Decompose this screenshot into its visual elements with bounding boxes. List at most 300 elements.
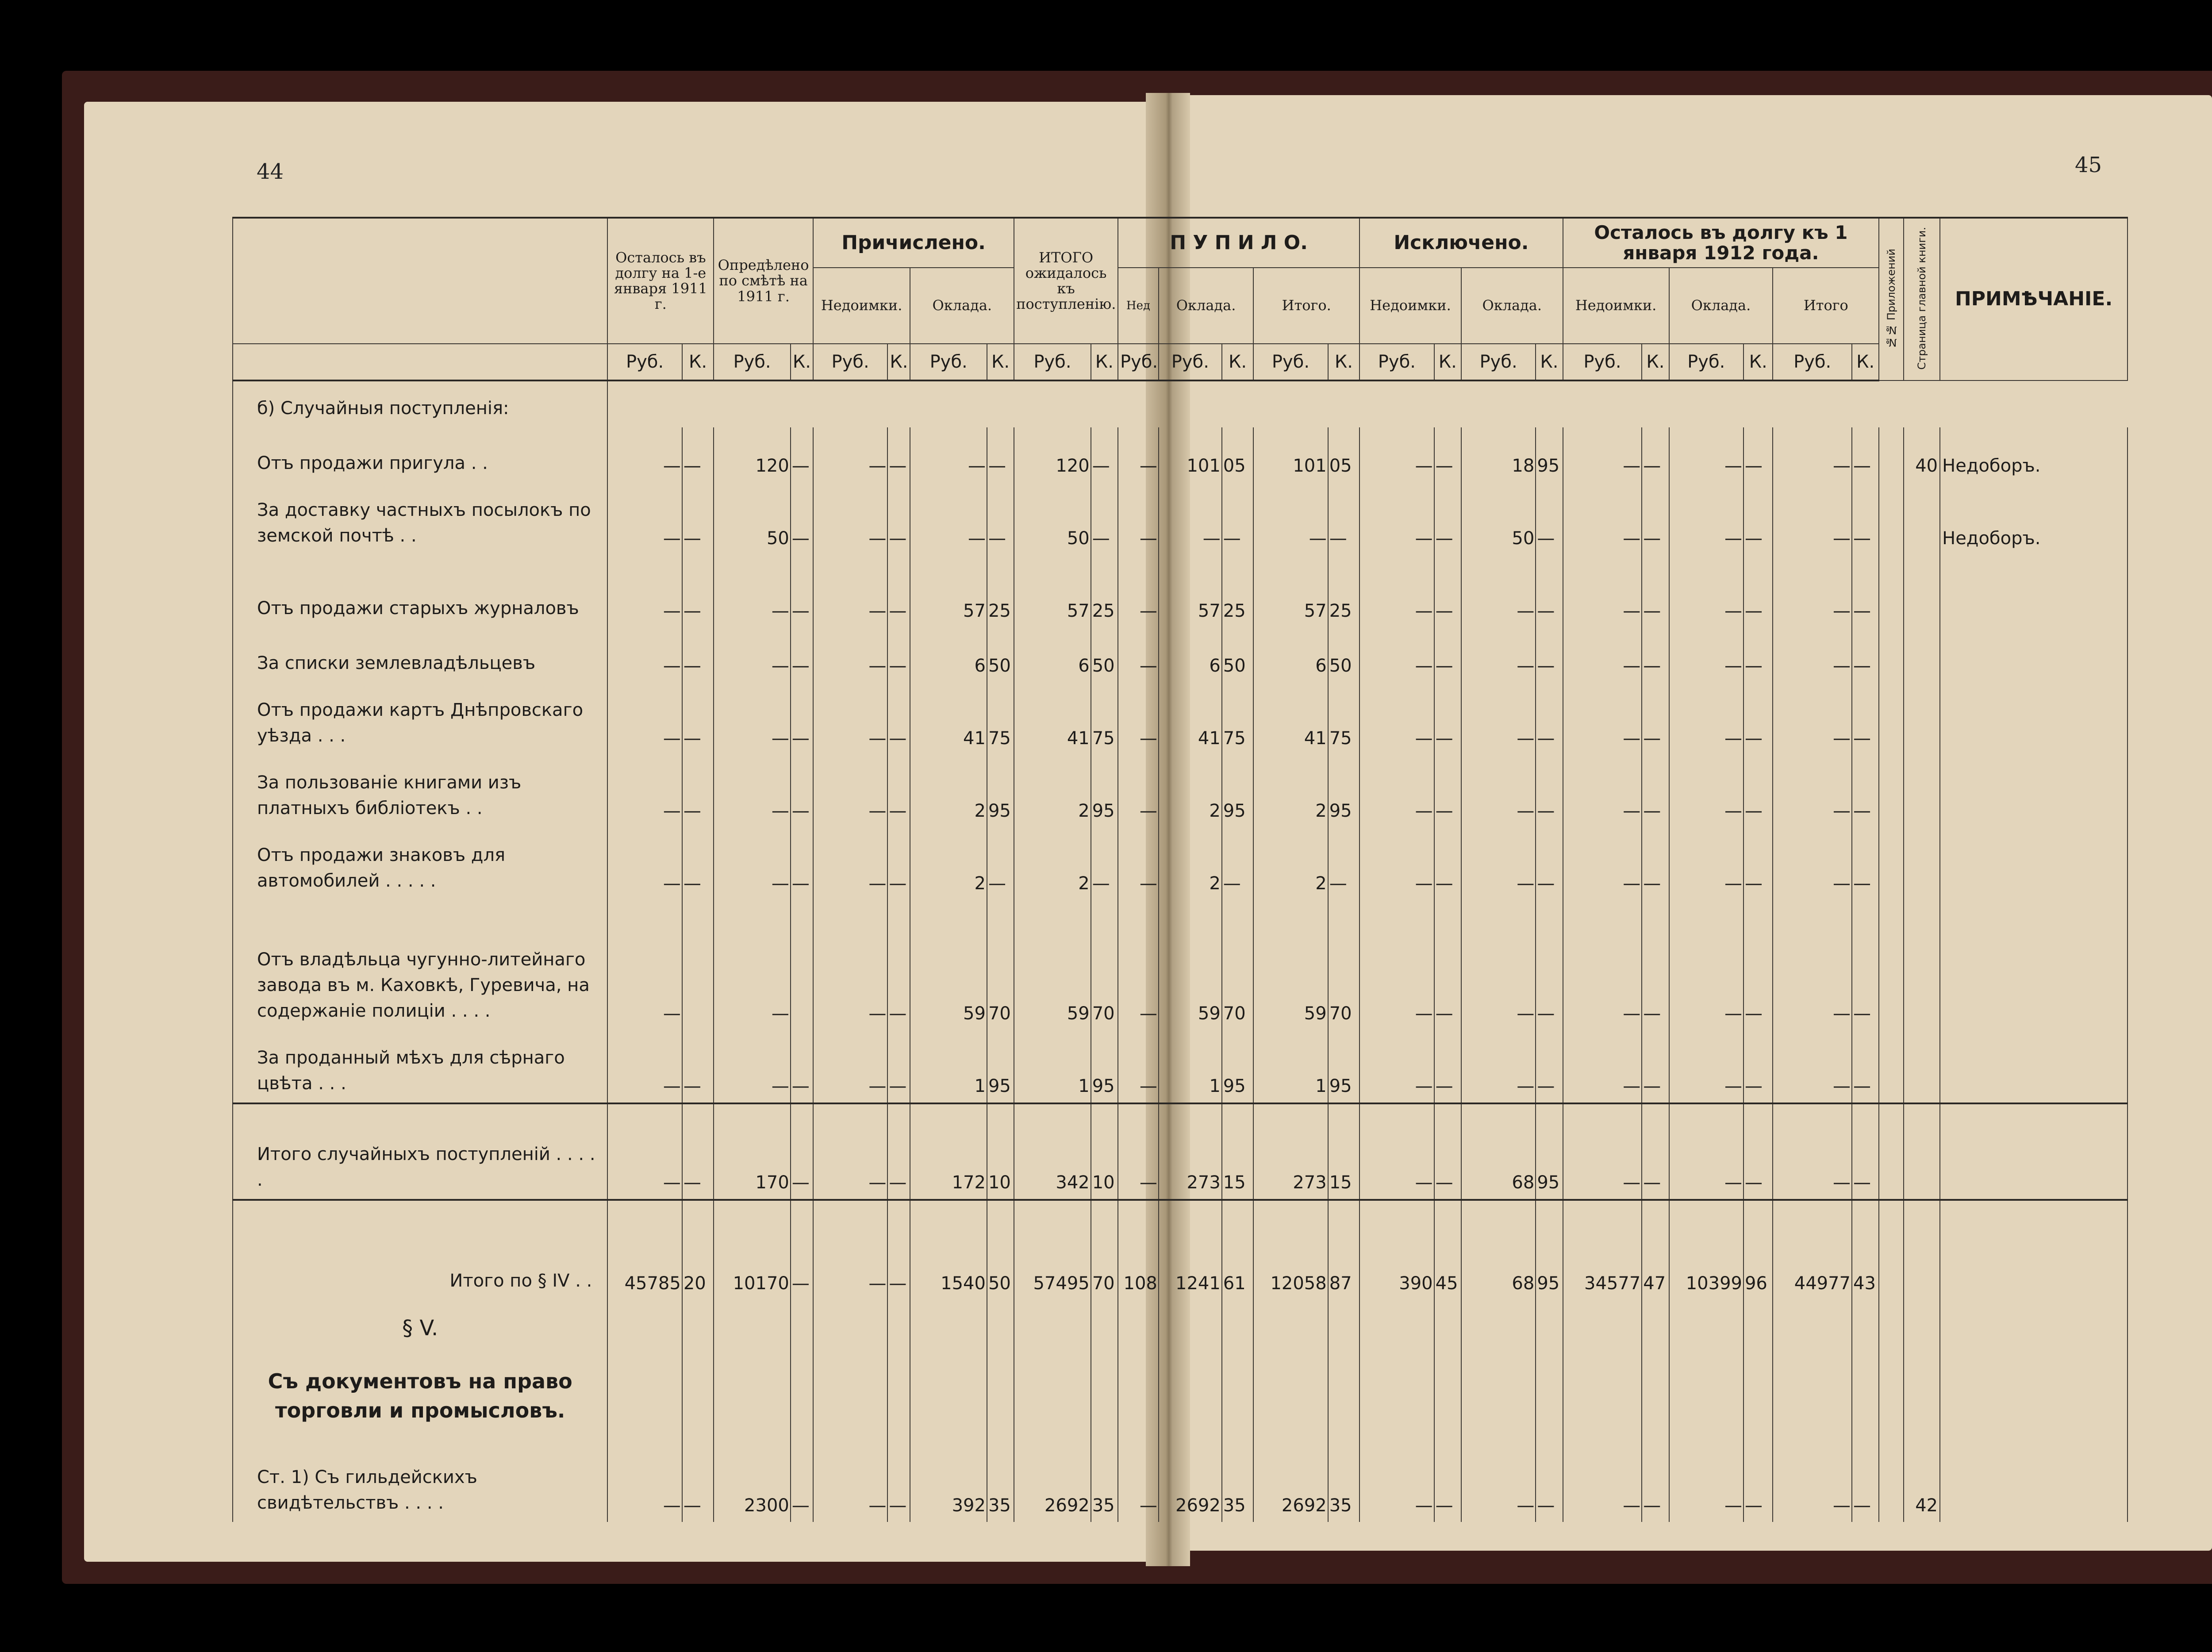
cell-kop: 70 — [987, 900, 1014, 1030]
header-ostalos-itogo: Итого — [1773, 268, 1879, 344]
cell-kop: — — [1642, 900, 1669, 1030]
unit-kop: К. — [1328, 344, 1359, 380]
cell-kop: 70 — [1222, 900, 1253, 1030]
cell-rub: 50 — [714, 482, 791, 555]
blank-cell — [1773, 1350, 1852, 1432]
cell-kop: — — [791, 1103, 813, 1200]
cell-rub: — — [1563, 1432, 1642, 1522]
cell-kop: — — [682, 627, 714, 682]
cell-kop: — — [1434, 1103, 1461, 1200]
cell-rub: — — [1461, 1030, 1536, 1103]
cell-kop: — — [1852, 482, 1879, 555]
cell-rub: 390 — [1359, 1200, 1434, 1300]
cell-rub: — — [813, 682, 887, 755]
cell-kop: 05 — [1328, 427, 1359, 482]
row-label: Итого по § IV . . — [233, 1200, 607, 1300]
cell-rub: — — [1118, 755, 1159, 827]
cell-page — [1904, 1030, 1940, 1103]
cell-rub: 2 — [1014, 827, 1091, 900]
header-oklada: Оклада. — [910, 268, 1014, 344]
blank-cell — [1118, 1350, 1159, 1432]
cell-rub: 10399 — [1669, 1200, 1743, 1300]
cell-kop: — — [682, 827, 714, 900]
blank-cell — [714, 1300, 791, 1350]
cell-rub: 6 — [1253, 627, 1328, 682]
cell-kop: — — [1091, 482, 1118, 555]
cell-rub: — — [1118, 555, 1159, 627]
blank-cell — [682, 1350, 714, 1432]
left-page-number: 44 — [257, 159, 284, 184]
blank-cell — [714, 1350, 791, 1432]
header-stranica: Страница главной книги. — [1904, 218, 1940, 380]
cell-prilozhenie — [1879, 555, 1904, 627]
header-postupilo-itogo: Итого. — [1253, 268, 1359, 344]
blank-cell — [887, 1350, 910, 1432]
cell-rub: — — [1461, 682, 1536, 755]
cell-kop: — — [1434, 755, 1461, 827]
blank-cell — [1091, 1300, 1118, 1350]
cell-rub: — — [714, 682, 791, 755]
cell-kop: — — [1852, 755, 1879, 827]
cell-kop: 95 — [1328, 1030, 1359, 1103]
cell-page — [1904, 555, 1940, 627]
header-isklyucheno-nedoimki: Недоимки. — [1359, 268, 1461, 344]
cell-kop: — — [1222, 482, 1253, 555]
cell-prilozhenie — [1879, 482, 1904, 555]
cell-kop: — — [682, 1103, 714, 1200]
cell-kop: — — [682, 682, 714, 755]
cell-kop: — — [791, 1432, 813, 1522]
cell-note — [1940, 627, 2128, 682]
cell-kop: 95 — [1222, 1030, 1253, 1103]
cell-rub: 57 — [1014, 555, 1091, 627]
cell-rub: — — [1669, 1030, 1743, 1103]
cell-rub: 2692 — [1159, 1432, 1222, 1522]
cell-note — [1940, 1200, 2128, 1300]
blank-cell — [1904, 1350, 1940, 1432]
cell-kop: — — [791, 755, 813, 827]
cell-rub: — — [1773, 1432, 1852, 1522]
cell-kop: — — [1091, 827, 1118, 900]
header-isklyucheno-oklada: Оклада. — [1461, 268, 1563, 344]
cell-kop: — — [1743, 427, 1773, 482]
cell-kop: — — [1434, 627, 1461, 682]
right-page-number: 45 — [2075, 153, 2102, 177]
blank-cell — [1118, 1300, 1159, 1350]
cell-kop: — — [1434, 482, 1461, 555]
cell-rub: — — [607, 427, 682, 482]
cell-kop: — — [791, 682, 813, 755]
blank-cell — [887, 1300, 910, 1350]
cell-rub: 6 — [910, 627, 987, 682]
cell-note — [1940, 827, 2128, 900]
cell-kop: — — [682, 1030, 714, 1103]
cell-rub: — — [1461, 627, 1536, 682]
blank-cell — [1461, 1300, 1536, 1350]
cell-rub: — — [607, 682, 682, 755]
cell-rub: — — [1669, 1103, 1743, 1200]
cell-kop: — — [791, 1200, 813, 1300]
cell-kop: — — [1852, 827, 1879, 900]
header-nedo-short: Нед — [1118, 268, 1159, 344]
cell-rub: — — [910, 482, 987, 555]
cell-rub: — — [1118, 427, 1159, 482]
cell-rub: — — [1773, 427, 1852, 482]
cell-rub: 172 — [910, 1103, 987, 1200]
cell-rub: — — [1118, 627, 1159, 682]
blank-cell — [813, 1300, 887, 1350]
cell-rub: 12058 — [1253, 1200, 1328, 1300]
cell-kop: — — [1536, 555, 1563, 627]
cell-kop: — — [1434, 900, 1461, 1030]
cell-rub: 45785 — [607, 1200, 682, 1300]
cell-kop: 50 — [987, 627, 1014, 682]
cell-kop: 75 — [1222, 682, 1253, 755]
cell-rub: 2 — [1253, 755, 1328, 827]
cell-rub: — — [1563, 555, 1642, 627]
cell-kop: 95 — [1536, 1200, 1563, 1300]
cell-rub: — — [1359, 900, 1434, 1030]
cell-kop: 95 — [1536, 427, 1563, 482]
cell-rub: — — [1563, 1103, 1642, 1200]
cell-rub: — — [1563, 627, 1642, 682]
cell-rub: 2692 — [1014, 1432, 1091, 1522]
cell-rub: — — [1563, 1030, 1642, 1103]
cell-kop: — — [1434, 827, 1461, 900]
blank-cell — [607, 1300, 682, 1350]
cell-rub: — — [1669, 682, 1743, 755]
cell-prilozhenie — [1879, 755, 1904, 827]
cell-kop: — — [1743, 900, 1773, 1030]
cell-kop: — — [1642, 755, 1669, 827]
cell-rub: 1540 — [910, 1200, 987, 1300]
cell-kop: — — [1852, 682, 1879, 755]
blank-cell — [682, 1300, 714, 1350]
cell-kop: — — [1536, 755, 1563, 827]
header-nn-prilozheniy: №№ Приложений — [1879, 218, 1904, 380]
label-header-blank — [233, 218, 607, 344]
cell-kop: — — [1328, 482, 1359, 555]
cell-kop: — — [1091, 427, 1118, 482]
cell-page — [1904, 900, 1940, 1030]
cell-rub: 68 — [1461, 1103, 1536, 1200]
cell-rub: — — [1773, 555, 1852, 627]
section-title: б) Случайныя поступленія: — [233, 380, 607, 427]
cell-page — [1904, 1200, 1940, 1300]
cell-rub: — — [607, 1103, 682, 1200]
cell-rub: — — [607, 1030, 682, 1103]
cell-kop: — — [791, 555, 813, 627]
cell-kop: — — [887, 755, 910, 827]
cell-rub: — — [1773, 627, 1852, 682]
cell-rub: — — [1563, 900, 1642, 1030]
cell-page — [1904, 827, 1940, 900]
cell-rub: 2 — [1014, 755, 1091, 827]
cell-kop — [791, 900, 813, 1030]
cell-kop: — — [1642, 427, 1669, 482]
unit-rub: Руб. — [1118, 344, 1159, 380]
cell-rub: 2692 — [1253, 1432, 1328, 1522]
cell-kop: — — [1743, 482, 1773, 555]
cell-rub: — — [1773, 827, 1852, 900]
blank-cell — [1563, 1300, 1642, 1350]
cell-rub: 342 — [1014, 1103, 1091, 1200]
cell-rub: 59 — [910, 900, 987, 1030]
cell-kop: — — [1743, 1103, 1773, 1200]
blank-cell — [1328, 1300, 1359, 1350]
cell-kop: 50 — [1222, 627, 1253, 682]
cell-kop: — — [1642, 827, 1669, 900]
cell-prilozhenie — [1879, 900, 1904, 1030]
cell-rub: — — [1563, 755, 1642, 827]
cell-kop: — — [1852, 627, 1879, 682]
cell-kop: — — [1536, 900, 1563, 1030]
cell-kop: 95 — [987, 1030, 1014, 1103]
blank-cell — [791, 1300, 813, 1350]
cell-kop: — — [1434, 555, 1461, 627]
cell-rub: 57 — [1159, 555, 1222, 627]
unit-kop: К. — [1642, 344, 1669, 380]
unit-kop: К. — [887, 344, 910, 380]
cell-page — [1904, 755, 1940, 827]
unit-kop: К. — [1091, 344, 1118, 380]
cell-prilozhenie — [1879, 682, 1904, 755]
cell-rub: 101 — [1253, 427, 1328, 482]
unit-rub: Руб. — [607, 344, 682, 380]
cell-kop: — — [1434, 1432, 1461, 1522]
blank-cell — [1743, 1300, 1773, 1350]
header-isklyucheno: Исключено. — [1359, 218, 1563, 268]
cell-kop: — — [682, 427, 714, 482]
blank-cell — [1328, 1350, 1359, 1432]
cell-kop: — — [887, 1030, 910, 1103]
cell-page: 40 — [1904, 427, 1940, 482]
cell-rub: — — [1563, 682, 1642, 755]
blank-cell — [1563, 1350, 1642, 1432]
cell-rub: 34577 — [1563, 1200, 1642, 1300]
cell-rub: — — [1359, 627, 1434, 682]
cell-kop: 35 — [987, 1432, 1014, 1522]
cell-prilozhenie — [1879, 627, 1904, 682]
cell-rub: — — [1669, 1432, 1743, 1522]
row-label: Отъ продажи картъ Днѣпровскаго уѣзда . . . — [233, 682, 607, 755]
cell-rub: — — [1359, 1432, 1434, 1522]
blank-cell — [1904, 1300, 1940, 1350]
cell-kop: — — [1642, 482, 1669, 555]
cell-rub: 2 — [1253, 827, 1328, 900]
cell-kop: — — [887, 1432, 910, 1522]
unit-kop: К. — [1743, 344, 1773, 380]
cell-kop: — — [1743, 555, 1773, 627]
cell-rub: — — [1359, 682, 1434, 755]
blank-cell — [1014, 1350, 1091, 1432]
unit-rub: Руб. — [1669, 344, 1743, 380]
blank-cell — [1359, 1300, 1434, 1350]
cell-kop: 95 — [1328, 755, 1359, 827]
cell-rub: — — [1461, 755, 1536, 827]
cell-rub: — — [714, 1030, 791, 1103]
cell-kop: 61 — [1222, 1200, 1253, 1300]
cell-rub: — — [1669, 427, 1743, 482]
cell-kop: — — [1434, 427, 1461, 482]
cell-kop: — — [1743, 827, 1773, 900]
cell-kop: 47 — [1642, 1200, 1669, 1300]
unit-rub: Руб. — [1014, 344, 1091, 380]
cell-kop: — — [1743, 682, 1773, 755]
unit-rub: Руб. — [1773, 344, 1852, 380]
cell-rub: 59 — [1014, 900, 1091, 1030]
row-label: За пользованіе книгами изъ платныхъ библіотекъ . . — [233, 755, 607, 827]
blank-cell — [1940, 1300, 2128, 1350]
blank-cell — [607, 1350, 682, 1432]
cell-kop: 95 — [1091, 1030, 1118, 1103]
cell-note — [1940, 1030, 2128, 1103]
header-ostalos-1911: Осталось въ долгу на 1-е января 1911 г. — [607, 218, 714, 344]
cell-kop: — — [1852, 555, 1879, 627]
cell-rub: — — [1563, 482, 1642, 555]
cell-kop: — — [887, 1103, 910, 1200]
unit-kop: К. — [682, 344, 714, 380]
cell-prilozhenie — [1879, 1432, 1904, 1522]
cell-kop: 96 — [1743, 1200, 1773, 1300]
blank-cell — [1359, 1350, 1434, 1432]
cell-prilozhenie — [1879, 1030, 1904, 1103]
cell-prilozhenie — [1879, 827, 1904, 900]
cell-rub: — — [1118, 1432, 1159, 1522]
cell-rub: — — [1669, 555, 1743, 627]
cell-rub: 57495 — [1014, 1200, 1091, 1300]
cell-rub: — — [1773, 1030, 1852, 1103]
cell-rub: — — [1461, 827, 1536, 900]
cell-kop: — — [1852, 427, 1879, 482]
cell-kop: — — [1536, 827, 1563, 900]
cell-rub: 41 — [1253, 682, 1328, 755]
cell-rub: 1 — [1014, 1030, 1091, 1103]
cell-rub: 50 — [1014, 482, 1091, 555]
cell-rub: — — [813, 1200, 887, 1300]
cell-kop: — — [887, 900, 910, 1030]
unit-kop: К. — [1434, 344, 1461, 380]
cell-kop: — — [1642, 555, 1669, 627]
header-postupilo-oklada: Оклада. — [1159, 268, 1253, 344]
cell-rub: — — [1773, 755, 1852, 827]
cell-note — [1940, 755, 2128, 827]
cell-kop: 87 — [1328, 1200, 1359, 1300]
unit-rub: Руб. — [714, 344, 791, 380]
cell-kop: — — [1642, 1103, 1669, 1200]
cell-kop: — — [791, 1030, 813, 1103]
cell-rub: 2 — [910, 827, 987, 900]
cell-rub: 1 — [910, 1030, 987, 1103]
cell-rub: 2300 — [714, 1432, 791, 1522]
header-opredeleno: Опредѣлено по смѣтѣ на 1911 г. — [714, 218, 813, 344]
row-label: Отъ продажи знаковъ для автомобилей . . . . . — [233, 827, 607, 900]
cell-kop: — — [887, 427, 910, 482]
cell-rub: — — [1359, 755, 1434, 827]
cell-page — [1904, 627, 1940, 682]
cell-kop: 70 — [1328, 900, 1359, 1030]
blank-cell — [910, 1350, 987, 1432]
cell-kop: — — [1743, 1030, 1773, 1103]
cell-kop: 15 — [1328, 1103, 1359, 1200]
cell-kop: — — [1642, 1432, 1669, 1522]
cell-rub: — — [1563, 827, 1642, 900]
cell-rub: 170 — [714, 1103, 791, 1200]
cell-kop: — — [1852, 1030, 1879, 1103]
cell-rub: 59 — [1159, 900, 1222, 1030]
cell-kop: 50 — [1328, 627, 1359, 682]
cell-kop: — — [1743, 755, 1773, 827]
cell-kop: — — [1328, 827, 1359, 900]
cell-kop: 70 — [1091, 900, 1118, 1030]
cell-kop: — — [887, 627, 910, 682]
cell-rub: 1241 — [1159, 1200, 1222, 1300]
cell-kop: 95 — [1091, 755, 1118, 827]
header-prichisleno: Причислено. — [813, 218, 1014, 268]
cell-kop: 35 — [1091, 1432, 1118, 1522]
cell-kop: 50 — [987, 1200, 1014, 1300]
cell-rub: 6 — [1014, 627, 1091, 682]
row-label: Отъ владѣльца чугунно-литейнаго завода въ м. Каховкѣ, Гуревича, на содержаніе полиціи . . . . — [233, 900, 607, 1030]
blank-cell — [1222, 1300, 1253, 1350]
header-ostalos-nedoimki: Недоимки. — [1563, 268, 1669, 344]
cell-rub: — — [607, 1432, 682, 1522]
cell-rub: 120 — [714, 427, 791, 482]
cell-rub: — — [1359, 482, 1434, 555]
cell-kop: 95 — [987, 755, 1014, 827]
cell-kop: — — [1743, 1432, 1773, 1522]
ledger-table — [232, 217, 2128, 1522]
cell-kop: 35 — [1328, 1432, 1359, 1522]
cell-rub: — — [714, 627, 791, 682]
cell-rub: — — [1773, 682, 1852, 755]
cell-rub: — — [1253, 482, 1328, 555]
cell-kop: — — [682, 555, 714, 627]
cell-kop: — — [887, 1200, 910, 1300]
cell-note — [1940, 555, 2128, 627]
blank-cell — [1773, 1300, 1852, 1350]
cell-page — [1904, 1103, 1940, 1200]
cell-rub: — — [1359, 555, 1434, 627]
cell-rub: — — [1563, 427, 1642, 482]
unit-rub: Руб. — [813, 344, 887, 380]
cell-rub: — — [1461, 1432, 1536, 1522]
cell-kop: — — [791, 827, 813, 900]
cell-kop: 10 — [1091, 1103, 1118, 1200]
cell-kop: — — [987, 827, 1014, 900]
cell-kop: 75 — [1328, 682, 1359, 755]
blank-cell — [1642, 1350, 1669, 1432]
blank-cell — [1642, 1300, 1669, 1350]
cell-kop — [682, 900, 714, 1030]
unit-kop: К. — [1852, 344, 1879, 380]
blank-cell — [1434, 1300, 1461, 1350]
cell-rub: — — [1118, 682, 1159, 755]
cell-kop: — — [1536, 682, 1563, 755]
row-label: За списки землевладѣльцевъ — [233, 627, 607, 682]
cell-kop: — — [1536, 1432, 1563, 1522]
cell-rub: — — [607, 482, 682, 555]
cell-kop: — — [791, 482, 813, 555]
cell-kop: 35 — [1222, 1432, 1253, 1522]
header-itogo-ozhidalos: ИТОГО ожидалось къ поступленію. — [1014, 218, 1118, 344]
unit-rub: Руб. — [910, 344, 987, 380]
cell-rub: — — [1461, 555, 1536, 627]
cell-kop: — — [887, 482, 910, 555]
cell-page — [1904, 682, 1940, 755]
cell-rub: — — [813, 427, 887, 482]
cell-page: 42 — [1904, 1432, 1940, 1522]
